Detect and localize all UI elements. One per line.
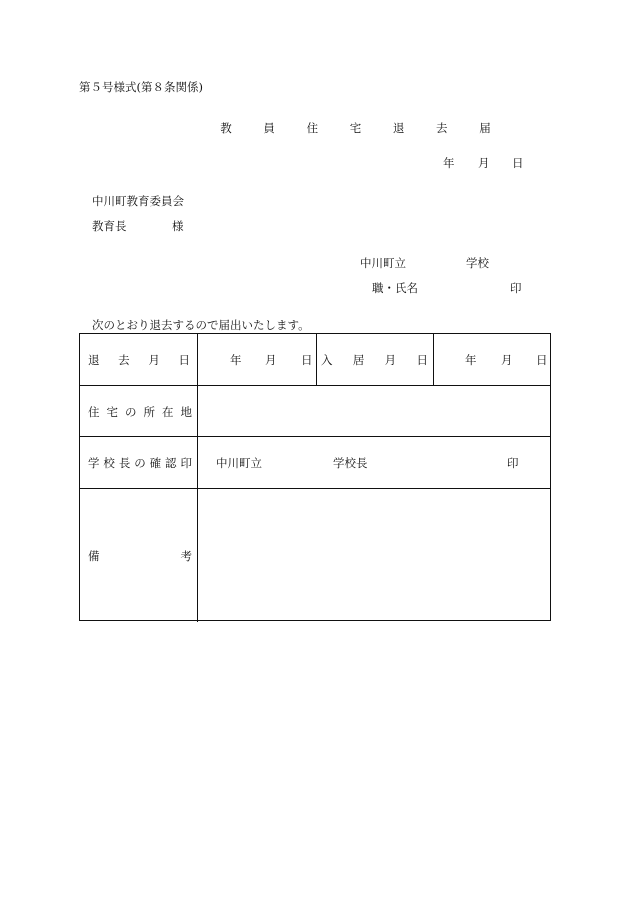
table-row-address — [80, 386, 550, 437]
principal-school-prefix: 中川町立 — [216, 456, 262, 470]
move-in-date-label: 入 居 月 日 — [321, 353, 428, 367]
form-number: 第５号様式(第８条関係) — [79, 80, 203, 94]
table-row-move-out-date — [80, 334, 550, 386]
table-row-principal-confirmation — [80, 437, 550, 489]
move-in-year: 年 — [465, 353, 477, 367]
principal-title: 学校長 — [333, 456, 368, 470]
address-label: 住 宅 の 所 在 地 — [88, 405, 192, 419]
move-in-month: 月 — [501, 353, 513, 367]
document-title: 教 員 住 宅 退 去 届 — [220, 121, 505, 135]
intro-text: 次のとおり退去するので届出いたします。 — [92, 318, 310, 332]
move-out-date-label: 退 去 月 日 — [88, 353, 190, 367]
applicant-job-name-label: 職・氏名 — [372, 281, 418, 295]
remarks-label: 備 考 — [88, 549, 192, 563]
table-row-remarks — [80, 489, 550, 622]
addressee-org: 中川町教育委員会 — [92, 194, 184, 208]
form-table — [79, 333, 551, 621]
applicant-school-suffix: 学校 — [466, 256, 489, 270]
date-day-label: 日 — [512, 156, 524, 170]
date-month-label: 月 — [478, 156, 490, 170]
principal-seal-mark: 印 — [507, 456, 519, 470]
move-in-day: 日 — [536, 353, 548, 367]
move-out-day: 日 — [301, 353, 313, 367]
date-year-label: 年 — [443, 156, 455, 170]
move-out-month: 月 — [265, 353, 277, 367]
applicant-seal-mark: 印 — [510, 281, 522, 295]
addressee-honorific: 様 — [172, 219, 184, 233]
move-out-year: 年 — [230, 353, 242, 367]
addressee-position: 教育長 — [92, 219, 127, 233]
principal-confirmation-label: 学 校 長 の 確 認 印 — [88, 456, 192, 470]
applicant-school-prefix: 中川町立 — [360, 256, 406, 270]
